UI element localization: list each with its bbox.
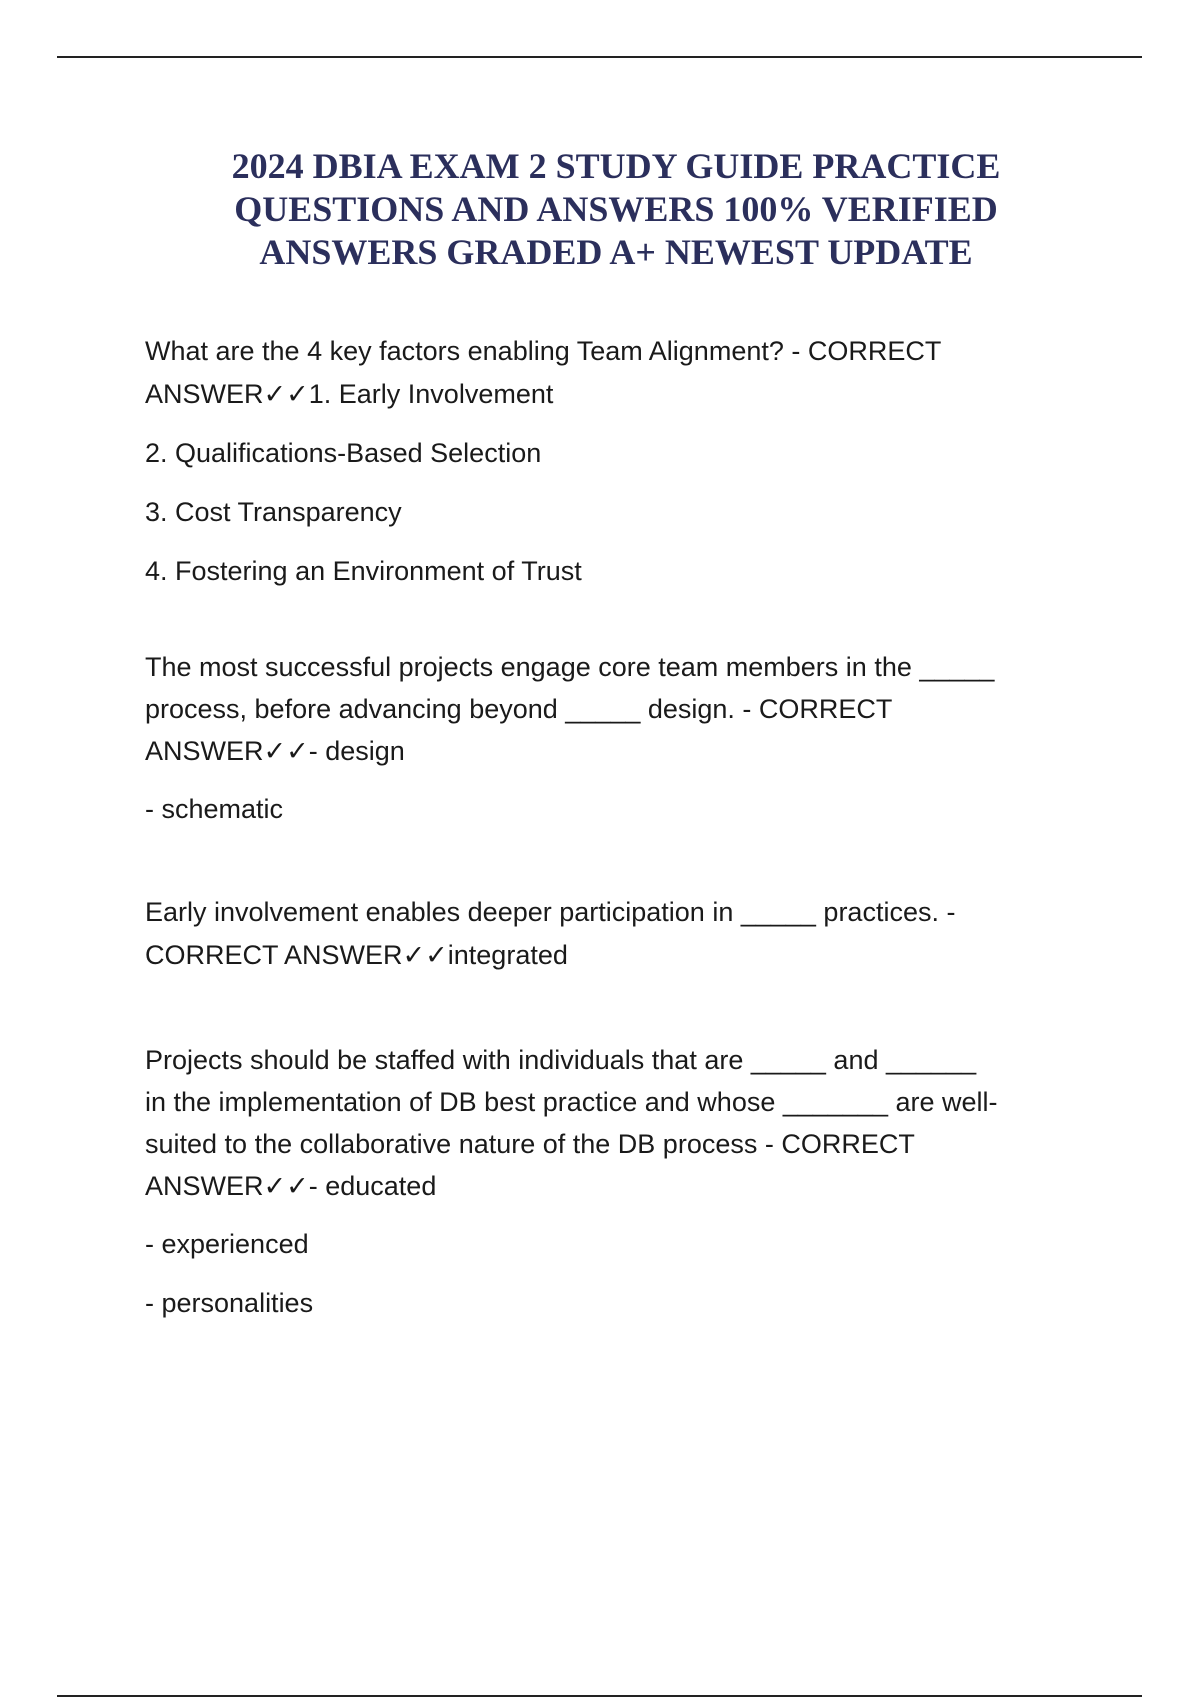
qa-item — [145, 1039, 1095, 1325]
question-line: What are the 4 key factors enabling Team Alignment? - CORRECT — [145, 336, 942, 366]
footer-rule — [57, 1695, 1142, 1697]
spacer — [145, 831, 1095, 891]
spacer — [145, 977, 1095, 1039]
question-line: Projects should be staffed with individuals that are _____ and ______ — [145, 1045, 977, 1075]
question-line: suited to the collaborative nature of the DB process - CORRECT — [145, 1129, 915, 1159]
header-rule — [57, 56, 1142, 58]
answer-line: - schematic — [145, 794, 284, 824]
qa-item — [145, 330, 1095, 593]
answer-line: 4. Fostering an Environment of Trust — [145, 556, 582, 586]
question-line: process, before advancing beyond _____ design. - CORRECT — [145, 694, 893, 724]
question-line: The most successful projects engage core team members in the _____ — [145, 652, 995, 682]
title-line: ANSWERS GRADED A+ NEWEST UPDATE — [259, 232, 973, 272]
answer-line: - personalities — [145, 1288, 314, 1318]
question-line: ANSWER✓✓- design — [145, 736, 405, 766]
document-title — [160, 145, 1072, 274]
answer-line: - experienced — [145, 1229, 309, 1259]
answer-line: 2. Qualifications-Based Selection — [145, 438, 542, 468]
question-line: Early involvement enables deeper participation in _____ practices. - — [145, 897, 956, 927]
qa-item — [145, 891, 1095, 977]
question-text — [145, 646, 1095, 772]
question-text — [145, 330, 1095, 416]
qa-list — [145, 330, 1095, 1325]
title-line: 2024 DBIA EXAM 2 STUDY GUIDE PRACTICE — [231, 146, 1001, 186]
spacer — [145, 593, 1095, 646]
title-line: QUESTIONS AND ANSWERS 100% VERIFIED — [234, 189, 998, 229]
question-line: ANSWER✓✓- educated — [145, 1171, 437, 1201]
qa-item — [145, 646, 1095, 831]
question-line: CORRECT ANSWER✓✓integrated — [145, 940, 568, 970]
question-line: in the implementation of DB best practice and whose _______ are well- — [145, 1087, 998, 1117]
question-text — [145, 891, 1095, 977]
question-text — [145, 1039, 1095, 1207]
question-line: ANSWER✓✓1. Early Involvement — [145, 379, 554, 409]
answer-line: 3. Cost Transparency — [145, 497, 402, 527]
